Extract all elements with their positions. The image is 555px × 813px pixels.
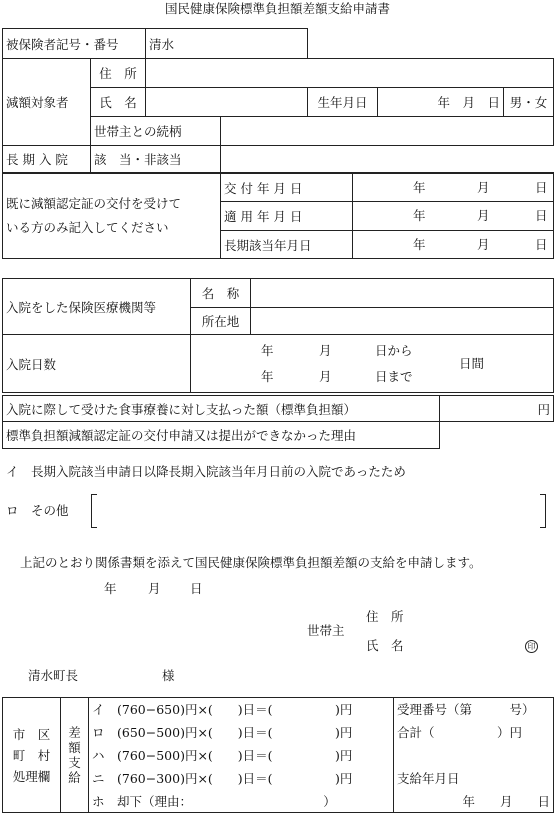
insured-value[interactable]: 清水	[146, 29, 308, 59]
bracket-left	[91, 494, 97, 528]
issue-year: 年	[413, 180, 426, 195]
reason-label: 標準負担額減額認定証の交付申請又は提出ができなかった理由	[3, 422, 440, 449]
declaration-text: 上記のとおり関係書類を添えて国民健康保険標準負担額差額の支給を申請します。	[20, 555, 482, 570]
long-date-label: 長期該当年月日	[221, 231, 353, 259]
total-label[interactable]: 合計（ ）円	[394, 721, 554, 744]
long-year: 年	[413, 237, 426, 252]
meal-table	[2, 395, 554, 449]
householder-name-label: 氏 名	[366, 638, 404, 653]
issue-month: 月	[477, 180, 490, 195]
office-row-4[interactable]: ニ (760−300)円×( )日＝( )円	[89, 767, 394, 790]
cert-note	[3, 174, 221, 259]
insured-label: 被保険者記号・番号	[3, 29, 146, 59]
cert-table	[2, 173, 554, 259]
to-year: 年	[261, 369, 274, 384]
householder-address-label: 住 所	[366, 609, 404, 624]
office-row-2[interactable]: ロ (650−500)円×( )日＝( )円	[89, 721, 394, 744]
office-label-2: 町 村	[12, 747, 51, 763]
gender-field[interactable]: 男・女	[504, 88, 554, 117]
long-stay-label: 長 期 入 院	[3, 146, 91, 173]
diff-label: 差額支給	[61, 698, 89, 813]
address-label: 住 所	[91, 59, 146, 88]
decl-day: 日	[190, 581, 203, 596]
issue-day: 日	[535, 180, 548, 195]
receipt-label[interactable]: 受理番号（第 号）	[394, 698, 554, 721]
office-label-1: 市 区	[12, 726, 51, 742]
long-date-field[interactable]	[353, 231, 554, 259]
office-row-3[interactable]: ハ (760−500)円×( )日＝( )円	[89, 744, 394, 767]
hospital-name-label: 名 称	[191, 279, 251, 308]
pay-date-value[interactable]: 年 月 日	[394, 790, 554, 813]
name-label: 氏 名	[91, 88, 146, 117]
office-label	[3, 698, 61, 813]
meal-paid-label: 入院に際して受けた食事療養に対し支払った額（標準負担額）	[3, 396, 440, 422]
form-title: 国民健康保険標準負担額差額支給申請書	[164, 1, 390, 16]
from-suffix: 日から	[375, 343, 413, 358]
to-suffix: 日まで	[375, 369, 413, 384]
days-unit: 日間	[459, 356, 485, 371]
birthdate-field[interactable]: 年 月 日	[378, 88, 504, 117]
hospital-name-field[interactable]	[251, 279, 554, 308]
office-row-5[interactable]: ホ 却下（理由： ）	[89, 790, 394, 813]
to-month: 月	[319, 369, 332, 384]
relation-field[interactable]	[221, 117, 554, 146]
apply-month: 月	[477, 208, 490, 223]
honorific: 様	[162, 668, 175, 683]
hospital-table	[2, 278, 554, 393]
subject-label: 減額対象者	[3, 59, 91, 146]
birthdate-label: 生年月日	[308, 88, 378, 117]
cert-note-line1: 既に減額認定証の交付を受けて	[6, 196, 182, 211]
apply-day: 日	[535, 208, 548, 223]
pay-date-label: 支給年月日	[394, 767, 554, 790]
address-field[interactable]	[146, 59, 554, 88]
hospital-label: 入院をした保険医療機関等	[3, 279, 191, 335]
addressee: 清水町長	[28, 668, 79, 683]
stay-days-label: 入院日数	[3, 335, 191, 393]
apply-date-field[interactable]	[353, 202, 554, 231]
decl-month: 月	[148, 581, 161, 596]
long-day: 日	[535, 237, 548, 252]
issue-date-field[interactable]	[353, 174, 554, 202]
bracket-right	[540, 494, 546, 528]
decl-year: 年	[104, 581, 117, 596]
from-year: 年	[261, 343, 274, 358]
hospital-addr-label: 所在地	[191, 308, 251, 335]
seal-icon: 印	[525, 640, 538, 653]
name-field[interactable]	[146, 88, 308, 117]
apply-year: 年	[413, 208, 426, 223]
from-month: 月	[319, 343, 332, 358]
long-month: 月	[477, 237, 490, 252]
office-label-3: 処理欄	[12, 768, 51, 784]
reason-a[interactable]: イ 長期入院該当申請日以降長期入院該当年月日前の入院であったため	[6, 464, 406, 479]
cert-note-line2: いる方のみ記入してください	[6, 220, 169, 235]
hospital-addr-field[interactable]	[251, 308, 554, 335]
meal-paid-field[interactable]: 円	[440, 396, 554, 422]
subject-table	[2, 28, 554, 173]
office-row-1[interactable]: イ (760−650)円×( )日＝( )円	[89, 698, 394, 721]
reason-b[interactable]: ロ その他	[6, 503, 69, 518]
apply-date-label: 適 用 年 月 日	[221, 202, 353, 231]
stay-days-field[interactable]	[191, 335, 554, 393]
issue-date-label: 交 付 年 月 日	[221, 174, 353, 202]
office-table	[2, 697, 554, 813]
householder-label: 世帯主	[307, 623, 345, 638]
relation-label: 世帯主との続柄	[91, 117, 221, 146]
long-stay-value[interactable]: 該 当・非該当	[91, 146, 221, 173]
